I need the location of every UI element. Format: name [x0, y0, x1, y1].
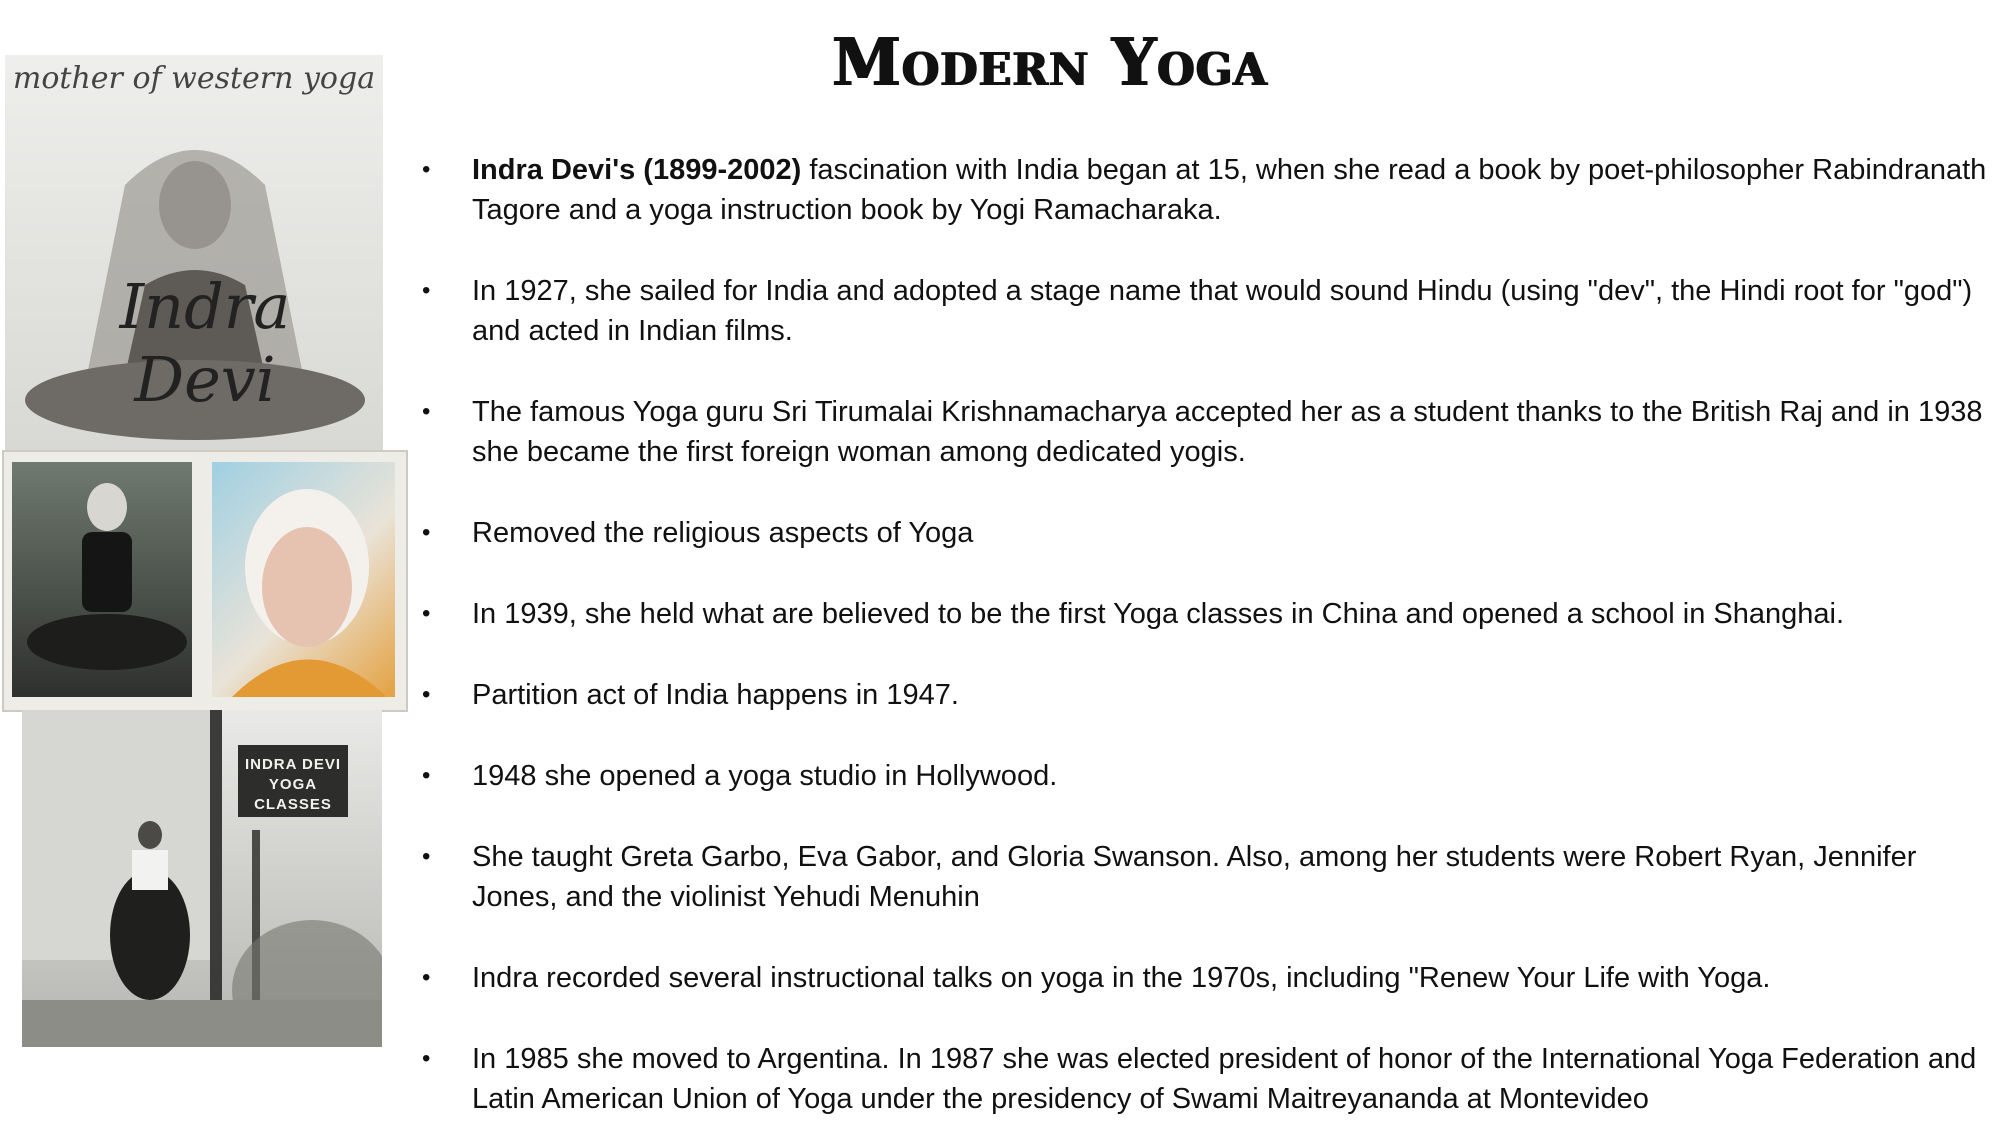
- bullet-item: [420, 958, 1995, 998]
- elderly-portrait-photo: [212, 462, 395, 697]
- bullet-item: [420, 271, 1995, 351]
- bullet-item: [420, 392, 1995, 472]
- bullet-item: [420, 675, 1995, 715]
- bullet-text: Partition act of India happens in 1947.: [472, 679, 959, 711]
- bullet-text: fascination with India began at 15, when she read a book by poet-philosopher Rabindranath Tagore and a yoga instruction book by Yogi Ramacharaka.: [472, 154, 1987, 226]
- bullet-bold: Indra Devi's (1899-2002): [472, 154, 802, 186]
- portrait-caption: mother of western yoga: [12, 61, 376, 96]
- bullet-item: [420, 1039, 1995, 1119]
- bullet-text: In 1927, she sailed for India and adopted a stage name that would sound Hindu (using "dev", the Hindi root for "god") and acted in Indian films.: [472, 275, 1973, 347]
- bullet-text: Indra recorded several instructional talks on yoga in the 1970s, including "Renew Your Life with Yoga.: [472, 962, 1771, 994]
- bullet-item: [420, 513, 1995, 553]
- bullet-list: [420, 150, 1995, 1119]
- bullet-item: [420, 594, 1995, 634]
- bullet-text: In 1985 she moved to Argentina. In 1987 she was elected president of honor of the International Yoga Federation and Latin American Union of Yoga under the presidency of Swami Maitreyananda at Montevideo: [472, 1043, 1977, 1115]
- portrait-signature: Indra Devi: [119, 270, 291, 416]
- elderly-face: [212, 462, 395, 697]
- bullet-item: [420, 756, 1995, 796]
- bullet-text: She taught Greta Garbo, Eva Gabor, and Gloria Swanson. Also, among her students were Robert Ryan, Jennifer Jones, and the violinist Yehudi Menuhin: [472, 841, 1917, 913]
- seated-figure: [12, 462, 192, 697]
- slide-title: Modern Yoga: [832, 24, 1268, 101]
- bullet-text: Removed the religious aspects of Yoga: [472, 517, 974, 549]
- portrait-photo: [5, 55, 383, 450]
- bullet-text: In 1939, she held what are believed to be the first Yoga classes in China and opened a school in Shanghai.: [472, 598, 1845, 630]
- bullet-item: [420, 150, 1995, 230]
- seated-pose-photo: [12, 462, 192, 697]
- bullet-text: 1948 she opened a yoga studio in Hollywood.: [472, 760, 1058, 792]
- bullet-text: The famous Yoga guru Sri Tirumalai Krishnamacharya accepted her as a student thanks to the British Raj and in 1938 she became the first foreign woman among dedicated yogis.: [472, 396, 1983, 468]
- studio-sign: INDRA DEVI YOGA CLASSES: [238, 745, 348, 817]
- bullet-item: [420, 837, 1995, 917]
